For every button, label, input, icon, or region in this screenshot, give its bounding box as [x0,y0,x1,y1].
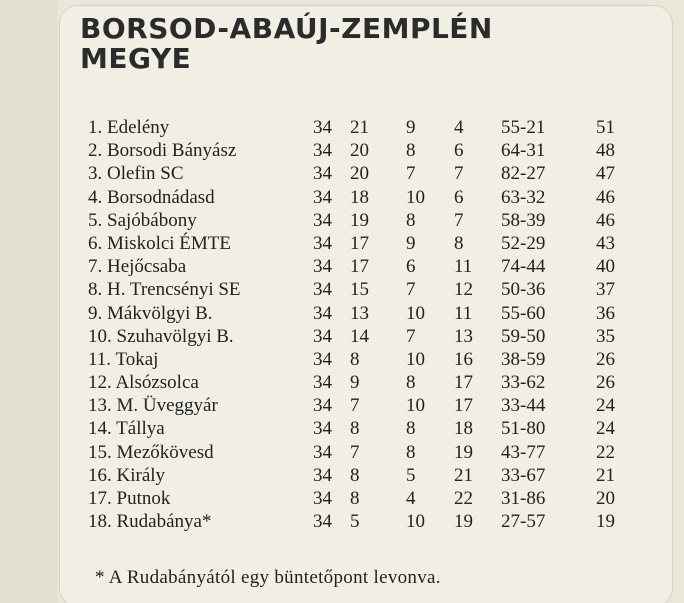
drawn-count: 10 [406,511,425,533]
lost-count: 18 [454,418,473,440]
team-name: 10. Szuhavölgyi B. [88,325,234,347]
goal-ratio: 55-21 [501,117,546,138]
played-count: 34 [313,302,332,324]
team-name: 4. Borsodnádasd [88,186,215,208]
drawn-count: 5 [406,464,416,486]
lost-count: 11 [454,302,473,324]
lost-count: 4 [454,117,464,138]
lost-count: 6 [454,186,464,208]
goal-ratio: 33-67 [501,464,546,486]
lost-count: 16 [454,348,473,370]
goal-ratio: 52-29 [501,232,546,254]
lost-count: 22 [454,488,473,509]
points: 26 [596,348,615,370]
lost-count: 11 [454,256,473,278]
won-count: 8 [350,348,360,370]
goal-ratio: 59-50 [501,325,546,347]
goal-ratio: 43-77 [501,441,546,463]
won-count: 14 [350,325,369,347]
played-count: 34 [313,395,332,417]
points: 43 [596,232,615,254]
goal-ratio: 31-86 [501,488,546,509]
team-name: 14. Tállya [88,418,165,440]
points: 47 [596,163,615,185]
won-count: 9 [350,372,360,394]
goal-ratio: 50-36 [501,279,546,301]
drawn-count: 10 [406,302,425,324]
points: 22 [596,441,615,463]
team-name: 8. H. Trencsényi SE [88,279,241,301]
played-count: 34 [313,348,332,370]
points: 21 [596,464,615,486]
goal-ratio: 63-32 [501,186,546,208]
points: 35 [596,325,615,347]
won-count: 20 [350,163,369,185]
won-count: 15 [350,279,369,301]
team-name: 1. Edelény [88,117,170,138]
won-count: 7 [350,395,360,417]
team-name: 5. Sajóbábony [88,209,197,231]
team-name: 6. Miskolci ÉMTE [88,232,232,254]
drawn-count: 7 [406,163,416,185]
played-count: 34 [313,117,332,138]
won-count: 17 [350,256,369,278]
played-count: 34 [313,209,332,231]
points: 19 [596,511,615,533]
points: 36 [596,302,615,324]
played-count: 34 [313,441,332,463]
drawn-count: 10 [406,186,425,208]
won-count: 13 [350,302,369,324]
drawn-count: 10 [406,348,425,370]
won-count: 19 [350,209,369,231]
played-count: 34 [313,325,332,347]
won-count: 21 [350,117,369,138]
goal-ratio: 51-80 [501,418,546,440]
goal-ratio: 27-57 [501,511,546,533]
region-title-line1: BORSOD-ABAÚJ-ZEMPLÉN [80,12,493,45]
lost-count: 12 [454,279,473,301]
drawn-count: 4 [406,488,416,509]
played-count: 34 [313,372,332,394]
won-count: 20 [350,140,369,162]
drawn-count: 8 [406,372,416,394]
drawn-count: 8 [406,209,416,231]
points: 24 [596,395,615,417]
won-count: 8 [350,464,360,486]
lost-count: 7 [454,209,464,231]
played-count: 34 [313,256,332,278]
played-count: 34 [313,464,332,486]
goal-ratio: 38-59 [501,348,546,370]
team-name: 17. Putnok [88,488,171,509]
lost-count: 13 [454,325,473,347]
played-count: 34 [313,140,332,162]
goal-ratio: 64-31 [501,140,546,162]
won-count: 7 [350,441,360,463]
drawn-count: 7 [406,325,416,347]
team-name: 3. Olefin SC [88,163,184,185]
goal-ratio: 74-44 [501,256,546,278]
team-name: 16. Király [88,464,166,486]
team-name: 12. Alsózsolca [88,372,199,394]
drawn-count: 9 [406,117,416,138]
team-name: 13. M. Üveggyár [88,395,218,417]
points: 40 [596,256,615,278]
won-count: 8 [350,418,360,440]
won-count: 17 [350,232,369,254]
played-count: 34 [313,232,332,254]
played-count: 34 [313,511,332,533]
drawn-count: 8 [406,140,416,162]
played-count: 34 [313,279,332,301]
drawn-count: 7 [406,279,416,301]
played-count: 34 [313,418,332,440]
region-title-line2: MEGYE [80,42,192,75]
won-count: 8 [350,488,360,509]
points: 46 [596,209,615,231]
team-name: 15. Mezőkövesd [88,441,214,463]
goal-ratio: 55-60 [501,302,546,324]
team-name: 11. Tokaj [88,348,159,370]
footnote: * A Rudabányától egy büntetőpont levonva. [95,567,441,588]
lost-count: 21 [454,464,473,486]
played-count: 34 [313,488,332,509]
won-count: 5 [350,511,360,533]
points: 48 [596,140,615,162]
drawn-count: 8 [406,418,416,440]
lost-count: 8 [454,232,464,254]
drawn-count: 6 [406,256,416,278]
drawn-count: 8 [406,441,416,463]
goal-ratio: 33-44 [501,395,546,417]
won-count: 18 [350,186,369,208]
played-count: 34 [313,163,332,185]
drawn-count: 9 [406,232,416,254]
team-name: 2. Borsodi Bányász [88,140,237,162]
goal-ratio: 33-62 [501,372,546,394]
lost-count: 19 [454,511,473,533]
points: 24 [596,418,615,440]
drawn-count: 10 [406,395,425,417]
points: 37 [596,279,615,301]
lost-count: 7 [454,163,464,185]
goal-ratio: 58-39 [501,209,546,231]
points: 46 [596,186,615,208]
played-count: 34 [313,186,332,208]
points: 51 [596,117,615,138]
lost-count: 17 [454,372,473,394]
lost-count: 6 [454,140,464,162]
goal-ratio: 82-27 [501,163,546,185]
lost-count: 17 [454,395,473,417]
lost-count: 19 [454,441,473,463]
points: 20 [596,488,615,509]
region-title [80,14,493,74]
team-name: 9. Mákvölgyi B. [88,302,213,324]
team-name: 18. Rudabánya* [88,511,212,533]
points: 26 [596,372,615,394]
left-margin-strip [0,0,58,603]
team-name: 7. Hejőcsaba [88,256,187,278]
